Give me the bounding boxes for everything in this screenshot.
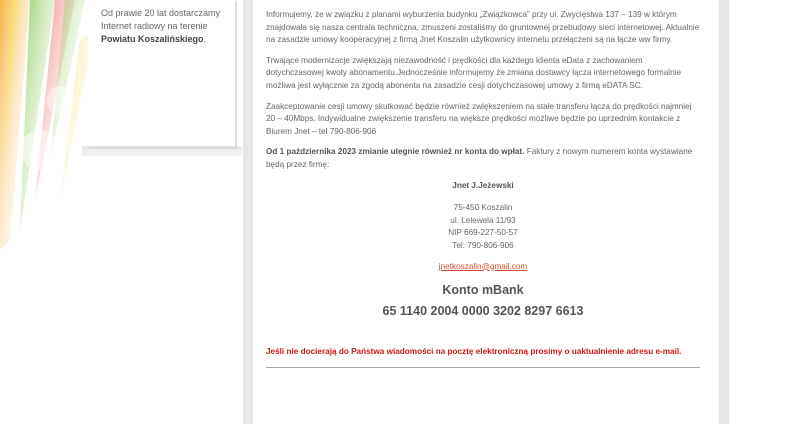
article-paragraph-2: Trwające modernizacje zwiększają niezawodność i prędkości dla każdego klienta eData z zachowaniem dotychczasowej kwoty abonamentu.Jednocześnie informujemy że zmiana dostawcy łącza internetowego formalnie możliwa jest wyłącznie za zgodą abonenta na zasadzie cesji dotychczasowej umowy z firmą eDATA SC. [266, 55, 682, 90]
sidebar-text-part: Od prawie 20 lat dostarczamy Internet radiowy na terenie [101, 8, 221, 31]
address-city: 75-450 Koszalin [453, 203, 513, 213]
account-change-notice: Od 1 października 2023 zmianie ulegnie również nr konta do wpłat. [266, 147, 525, 157]
main-content [253, 0, 719, 424]
bank-label: Konto mBank [442, 283, 524, 298]
address-nip: NIP 669-227-50-57 [448, 228, 518, 238]
divider [266, 367, 700, 368]
article-paragraph-3: Zaakceptowanie cesji umowy skutkować będzie również zwiększeniem na stałe transferu łącza do prędkości najmniej 20 – 40Mbps. Indywidualne zwiększenie transferu na większe prędkości możliwe będzie po uprzednim kontakcie z Biurem Jnet – tel 790-806-906 [266, 101, 692, 136]
left-gutter [243, 0, 253, 424]
article-paragraph-4 [266, 146, 700, 171]
firm-address [266, 202, 700, 252]
bank-account-number: 65 1140 2004 0000 3202 8297 6613 [382, 304, 584, 319]
address-phone: Tel: 790-806-906 [452, 240, 514, 250]
sidebar-text-bold: Powiatu Koszalińskiego [101, 34, 204, 44]
sidebar-intro-text [101, 7, 231, 46]
email-row [266, 253, 700, 274]
right-gutter [719, 0, 729, 424]
sidebar-text-end: . [203, 34, 207, 44]
decorative-rays-graphic [0, 0, 95, 260]
firm-name: Jnet J.Jeżewski [452, 180, 514, 190]
email-update-warning: Jeśli nie docierają do Państwa wiadomości na pocztę elektroniczną prosimy o uaktualnienie adresu e-mail. [266, 347, 682, 357]
sidebar-shadow [82, 146, 242, 156]
email-link[interactable]: jnetkoszalin@gmail.com [438, 261, 528, 271]
address-street: ul. Lelewela 11/93 [450, 215, 516, 225]
account-change-text: Faktury z nowym numerem konta wystawiane będą przez firmę: [266, 147, 693, 169]
article-paragraph-1: Informujemy, że w związku z planami wyburzenia budynku „Związkowca” przy ul. Zwycięstwa 137 – 139 w którym znajdowała się nasza centrala techniczna, zmuszeni zostaliśmy do gruntownej przebudowy sieci internetowej. Aktualnie na zasadzie umowy kooperacyjnej z firmą Jnet Koszalin użytkownicy internetu przełączeni są na łącze ww firmy. [266, 10, 700, 45]
article [266, 9, 700, 368]
